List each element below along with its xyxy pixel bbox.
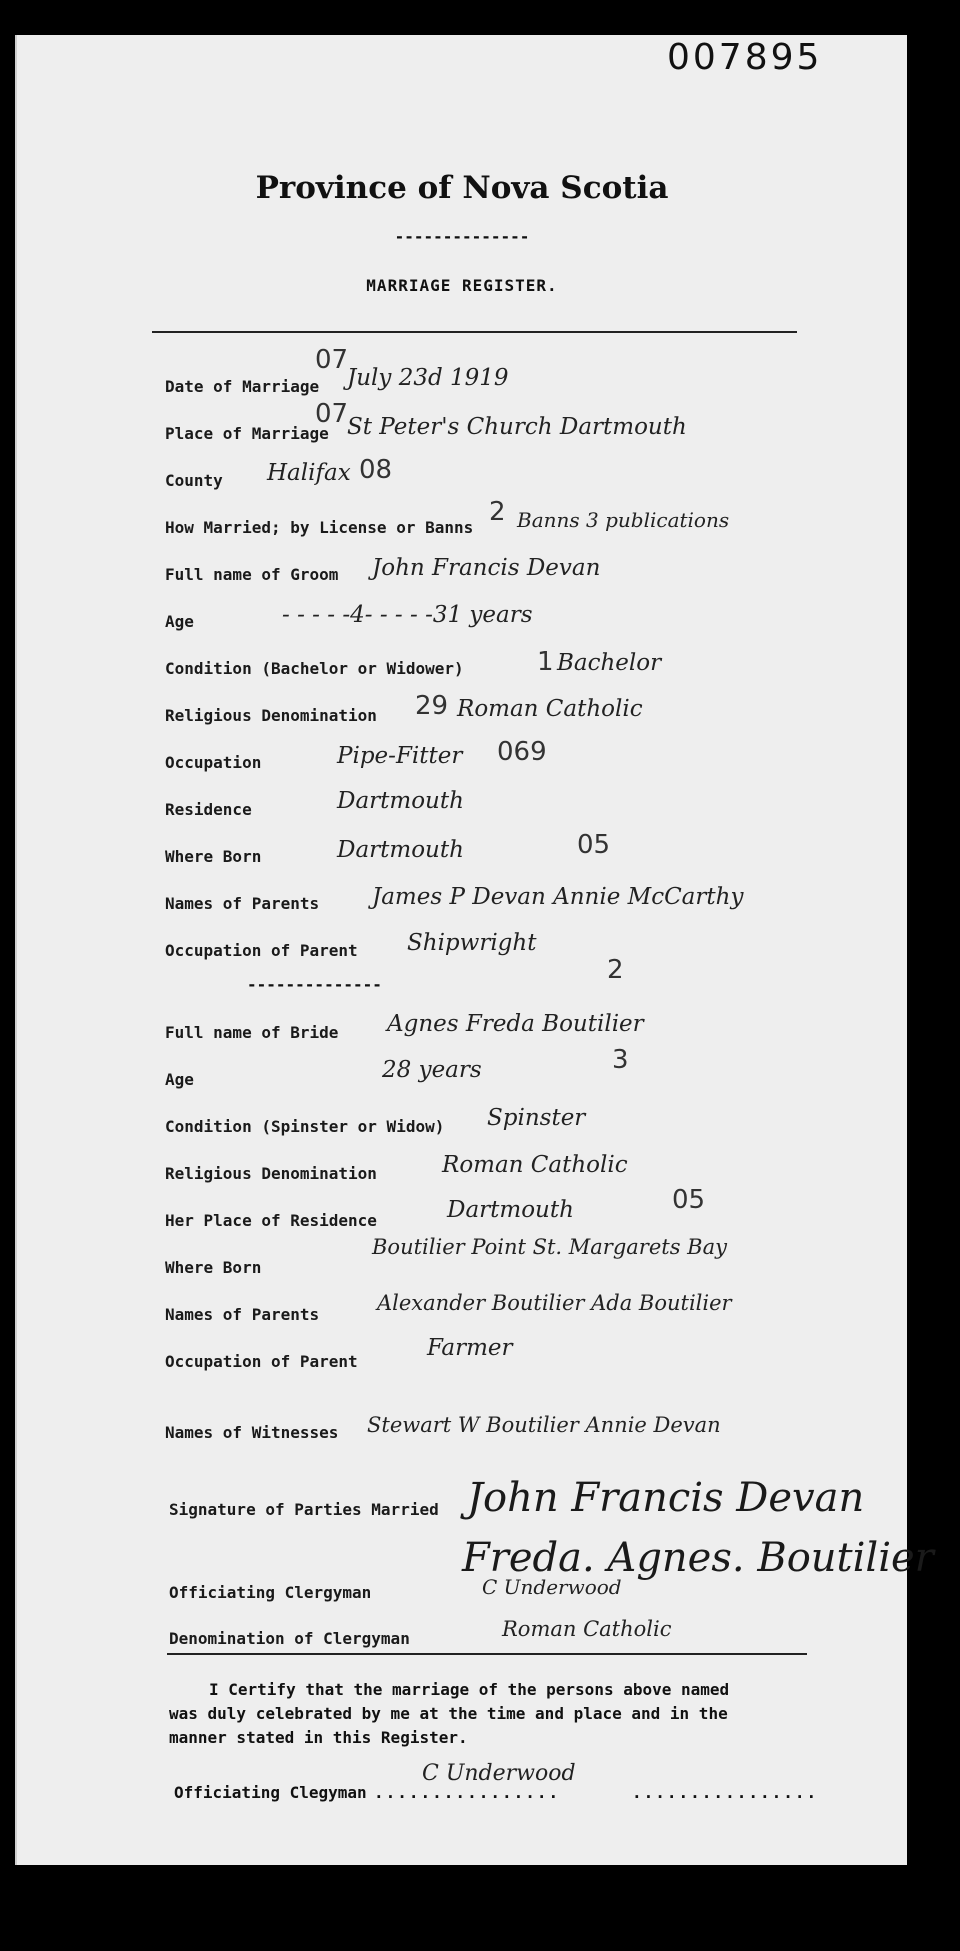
document-title: Province of Nova Scotia [255,170,669,206]
code-groom-condition: 1 [537,647,554,677]
label-clergyman: Officiating Clergyman [169,1583,372,1602]
label-bride-residence: Her Place of Residence [165,1211,377,1230]
label-witnesses: Names of Witnesses [165,1423,339,1442]
code-bride-age: 3 [612,1045,629,1075]
label-bride-parent-occupation: Occupation of Parent [165,1352,358,1371]
label-groom-condition: Condition (Bachelor or Widower) [165,659,464,678]
document-subtitle: MARRIAGE REGISTER. [366,276,558,295]
value-county: Halifax [267,460,351,486]
footer-clergyman-label: Officiating Clegyman [174,1783,367,1802]
label-bride-parents: Names of Parents [165,1305,320,1324]
label-groom-name: Full name of Groom [165,565,339,584]
value-clergyman: C Underwood [482,1575,622,1599]
code-bride-residence: 05 [672,1185,706,1215]
code-groom-occupation: 069 [497,737,547,767]
value-bride-name: Agnes Freda Boutilier [387,1011,644,1037]
value-groom-parents: James P Devan Annie McCarthy [372,884,744,910]
label-groom-parents: Names of Parents [165,894,320,913]
certification-line-1: I Certify that the marriage of the persons above named [209,1680,730,1699]
label-bride-name: Full name of Bride [165,1023,339,1042]
value-groom-parent-occupation: Shipwright [407,930,537,956]
denomination-underline [167,1653,807,1655]
label-groom-age: Age [165,612,194,631]
value-place-of-marriage: St Peter's Church Dartmouth [347,414,687,440]
label-groom-birthplace: Where Born [165,847,262,866]
value-groom-birthplace: Dartmouth [337,837,464,863]
groom-signature: John Francis Devan [467,1475,865,1521]
value-witnesses: Stewart W Boutilier Annie Devan [367,1413,721,1437]
certification-line-3: manner stated in this Register. [169,1728,468,1747]
register-sheet [15,35,934,1865]
value-bride-condition: Spinster [487,1105,586,1131]
label-date-of-marriage: Date of Marriage [165,377,320,396]
stamp-number: 007895 [667,37,823,78]
value-groom-religion: Roman Catholic [457,696,643,722]
value-date-of-marriage: July 23d 1919 [347,365,509,391]
value-groom-occupation: Pipe-Fitter [337,743,463,769]
footer-dots-right: ................ [632,1783,819,1802]
footer-dots-left: ................ [374,1783,561,1802]
label-bride-birthplace: Where Born [165,1258,262,1277]
label-place-of-marriage: Place of Marriage [165,424,329,443]
code-how-married: 2 [489,497,506,527]
title-dashes: -------------- [394,227,530,246]
label-signatures: Signature of Parties Married [169,1500,439,1519]
code-date-of-marriage: 07 [315,345,349,375]
bride-signature: Freda. Agnes. Boutilier [462,1535,934,1581]
separator-code: 2 [607,955,624,985]
footer-clergyman-signature: C Underwood [422,1761,576,1786]
value-groom-name: John Francis Devan [372,555,601,581]
value-bride-birthplace: Boutilier Point St. Margarets Bay [372,1235,727,1259]
label-bride-age: Age [165,1070,194,1089]
label-groom-religion: Religious Denomination [165,706,377,725]
label-county: County [165,471,223,490]
certification-line-2: was duly celebrated by me at the time and place and in the [169,1704,728,1723]
label-groom-occupation: Occupation [165,753,262,772]
label-groom-parent-occupation: Occupation of Parent [165,941,358,960]
value-how-married: Banns 3 publications [517,508,730,532]
code-place-of-marriage: 07 [315,399,349,429]
label-clergy-denomination: Denomination of Clergyman [169,1629,410,1648]
label-how-married: How Married; by License or Banns [165,518,474,537]
value-clergy-denomination: Roman Catholic [502,1617,672,1641]
section-separator: -------------- [247,975,382,994]
value-bride-residence: Dartmouth [447,1197,574,1223]
label-bride-religion: Religious Denomination [165,1164,377,1183]
value-bride-parent-occupation: Farmer [427,1335,513,1361]
label-groom-residence: Residence [165,800,252,819]
code-county: 08 [359,455,393,485]
value-bride-parents: Alexander Boutilier Ada Boutilier [377,1291,732,1315]
value-bride-age: 28 years [382,1057,482,1083]
code-groom-birthplace: 05 [577,830,611,860]
value-bride-religion: Roman Catholic [442,1152,628,1178]
label-bride-condition: Condition (Spinster or Widow) [165,1117,445,1136]
value-groom-residence: Dartmouth [337,788,464,814]
header-rule [152,331,797,333]
value-groom-age: - - - - -4- - - - -31 years [282,602,533,628]
code-groom-religion: 29 [415,691,449,721]
value-groom-condition: Bachelor [557,650,662,676]
